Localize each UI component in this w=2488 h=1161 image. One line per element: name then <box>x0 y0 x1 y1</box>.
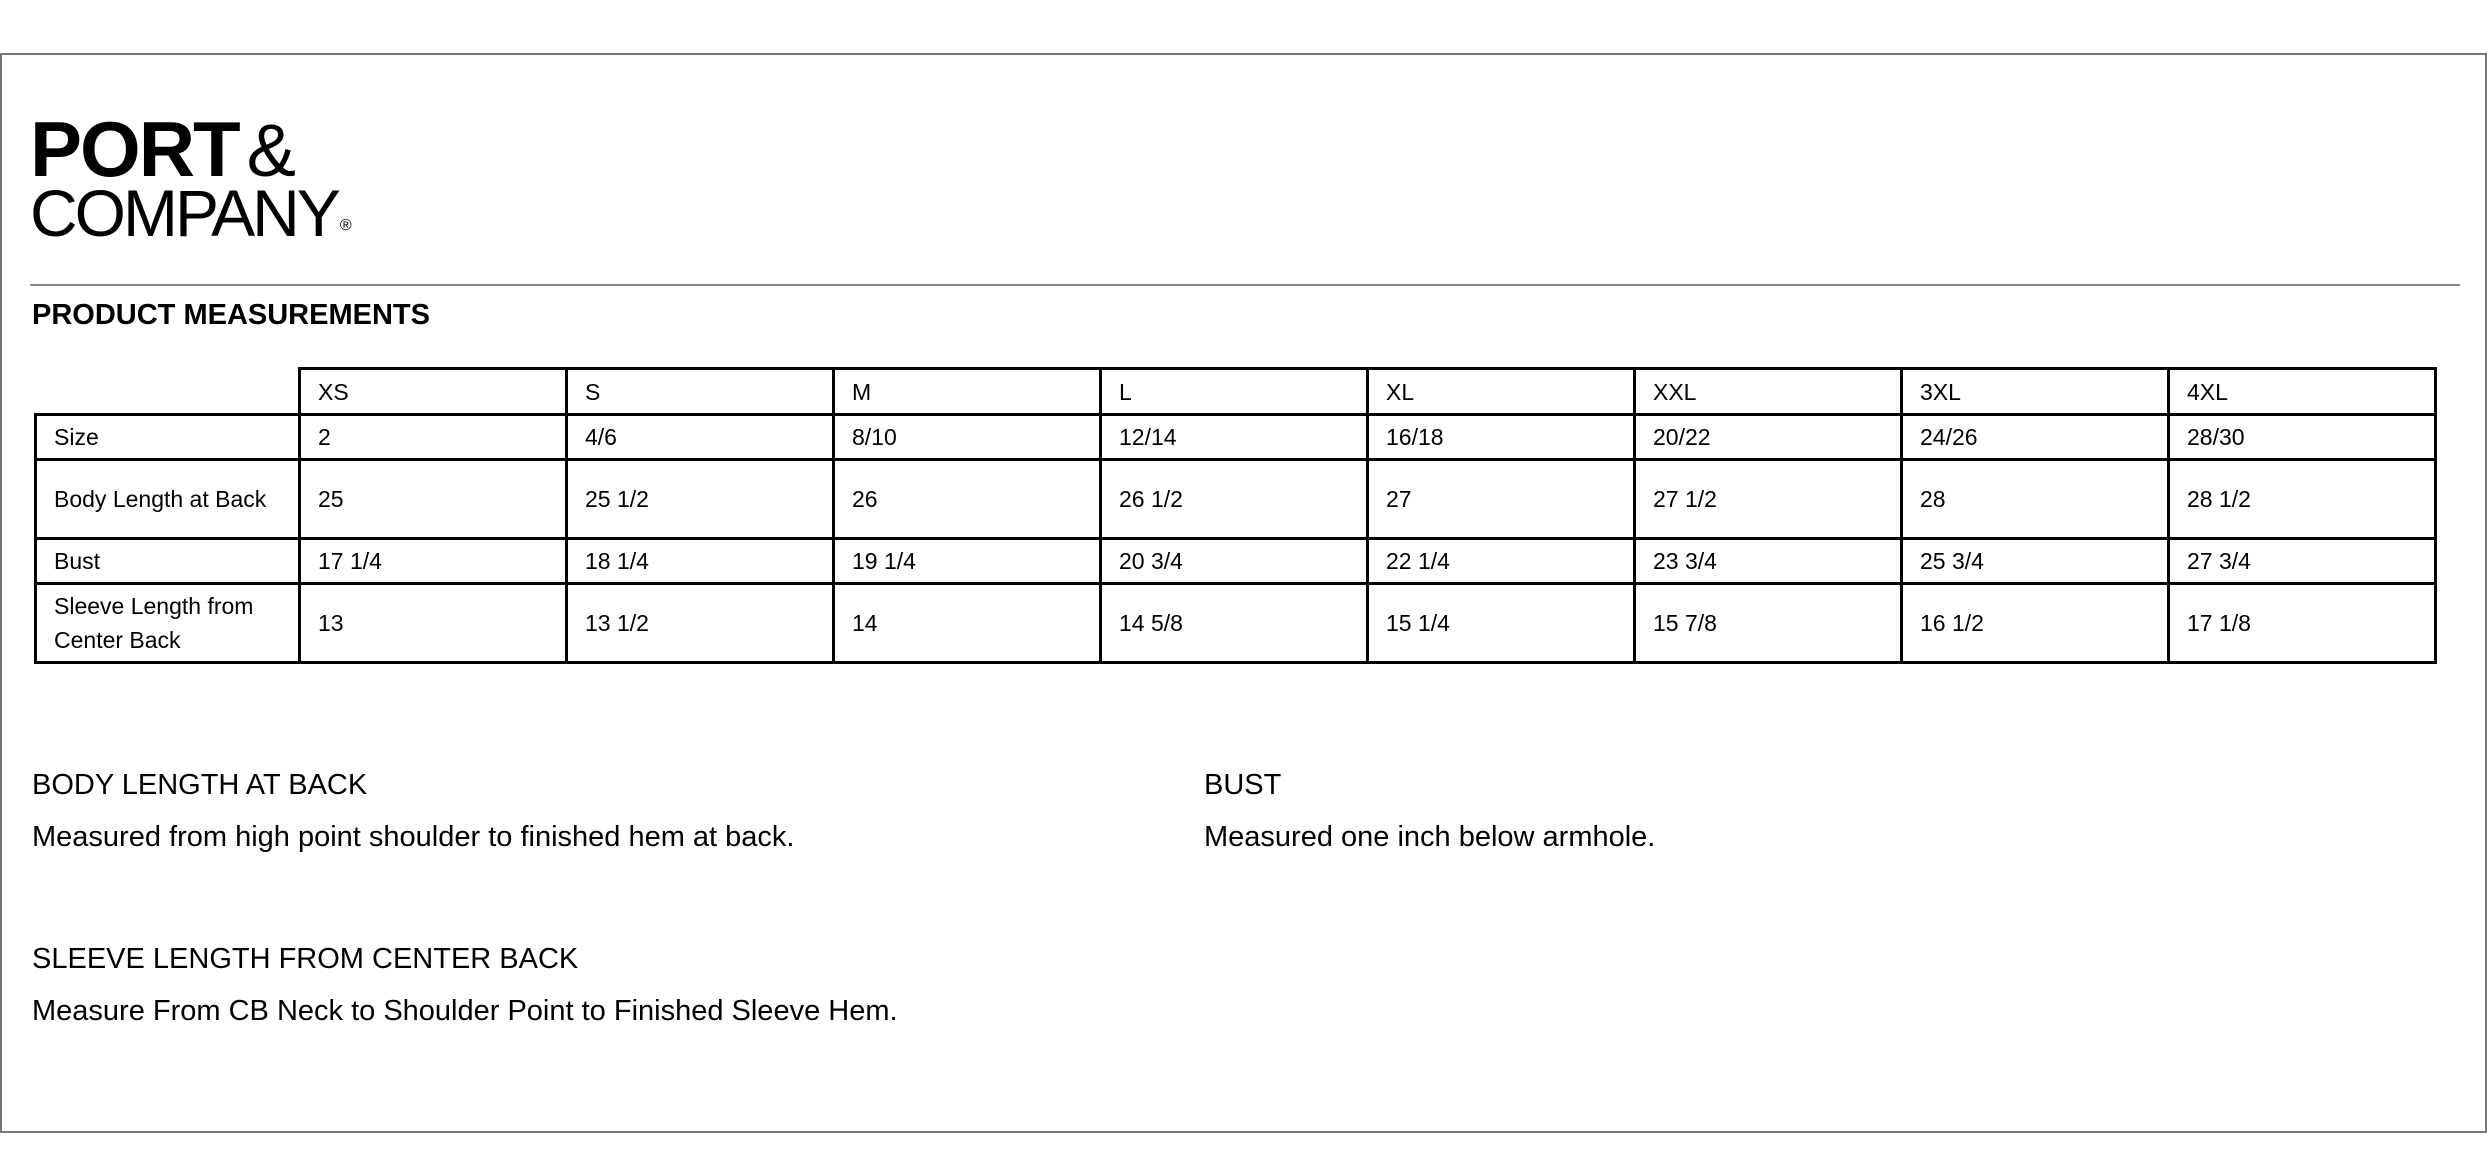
description-title: BODY LENGTH AT BACK <box>32 769 368 801</box>
table-cell: 26 1/2 <box>1101 460 1368 539</box>
table-cell: 27 <box>1368 460 1635 539</box>
sleeve-length-description <box>32 941 898 1029</box>
table-cell: 28 1/2 <box>2169 460 2436 539</box>
table-corner-cell <box>36 369 300 415</box>
table-cell: 15 1/4 <box>1368 584 1635 663</box>
section-title: PRODUCT MEASUREMENTS <box>32 299 430 331</box>
table-cell: 24/26 <box>1902 415 2169 460</box>
size-chart-sheet <box>0 53 2487 1133</box>
table-cell: 20/22 <box>1635 415 1902 460</box>
table-cell: 28/30 <box>2169 415 2436 460</box>
measurements-table <box>34 367 2437 664</box>
brand-logo <box>30 105 410 250</box>
row-label: Bust <box>36 539 300 584</box>
table-cell: 14 <box>834 584 1101 663</box>
table-cell: 4/6 <box>567 415 834 460</box>
table-row <box>36 460 2436 539</box>
body-length-description <box>32 767 794 855</box>
table-cell: 19 1/4 <box>834 539 1101 584</box>
column-header: XL <box>1368 369 1635 415</box>
column-header: 4XL <box>2169 369 2436 415</box>
table-cell: 16/18 <box>1368 415 1635 460</box>
table-cell: 17 1/4 <box>300 539 567 584</box>
bust-description <box>1204 767 1655 855</box>
table-cell: 27 3/4 <box>2169 539 2436 584</box>
table-cell: 14 5/8 <box>1101 584 1368 663</box>
table-row <box>36 584 2436 663</box>
row-label: Size <box>36 415 300 460</box>
column-header: L <box>1101 369 1368 415</box>
column-header: M <box>834 369 1101 415</box>
logo-ampersand: & <box>246 109 295 192</box>
header-divider <box>30 284 2460 286</box>
logo-word-company: COMPANY <box>30 176 338 250</box>
description-text: Measured one inch below armhole. <box>1204 821 1656 853</box>
table-cell: 18 1/4 <box>567 539 834 584</box>
description-text: Measured from high point shoulder to finished hem at back. <box>32 821 795 853</box>
row-label: Body Length at Back <box>36 460 300 539</box>
table-cell: 15 7/8 <box>1635 584 1902 663</box>
table-row <box>36 415 2436 460</box>
table-cell: 20 3/4 <box>1101 539 1368 584</box>
table-cell: 13 1/2 <box>567 584 834 663</box>
row-label: Sleeve Length from Center Back <box>36 584 300 663</box>
table-cell: 25 1/2 <box>567 460 834 539</box>
table-cell: 2 <box>300 415 567 460</box>
table-cell: 27 1/2 <box>1635 460 1902 539</box>
table-cell: 22 1/4 <box>1368 539 1635 584</box>
table-cell: 13 <box>300 584 567 663</box>
column-header: XXL <box>1635 369 1902 415</box>
table-cell: 16 1/2 <box>1902 584 2169 663</box>
table-row <box>36 539 2436 584</box>
table-cell: 23 3/4 <box>1635 539 1902 584</box>
column-header: 3XL <box>1902 369 2169 415</box>
column-header: S <box>567 369 834 415</box>
table-cell: 26 <box>834 460 1101 539</box>
table-cell: 28 <box>1902 460 2169 539</box>
table-cell: 25 <box>300 460 567 539</box>
table-cell: 25 3/4 <box>1902 539 2169 584</box>
logo-line-2 <box>30 176 352 259</box>
table-cell: 17 1/8 <box>2169 584 2436 663</box>
description-title: BUST <box>1204 769 1282 801</box>
description-text: Measure From CB Neck to Shoulder Point to Finished Sleeve Hem. <box>32 995 898 1027</box>
registered-mark: ® <box>339 217 352 234</box>
description-title: SLEEVE LENGTH FROM CENTER BACK <box>32 943 579 975</box>
table-cell: 12/14 <box>1101 415 1368 460</box>
table-cell: 8/10 <box>834 415 1101 460</box>
table-header-row <box>36 369 2436 415</box>
column-header: XS <box>300 369 567 415</box>
logo-word-port: PORT <box>30 105 239 193</box>
